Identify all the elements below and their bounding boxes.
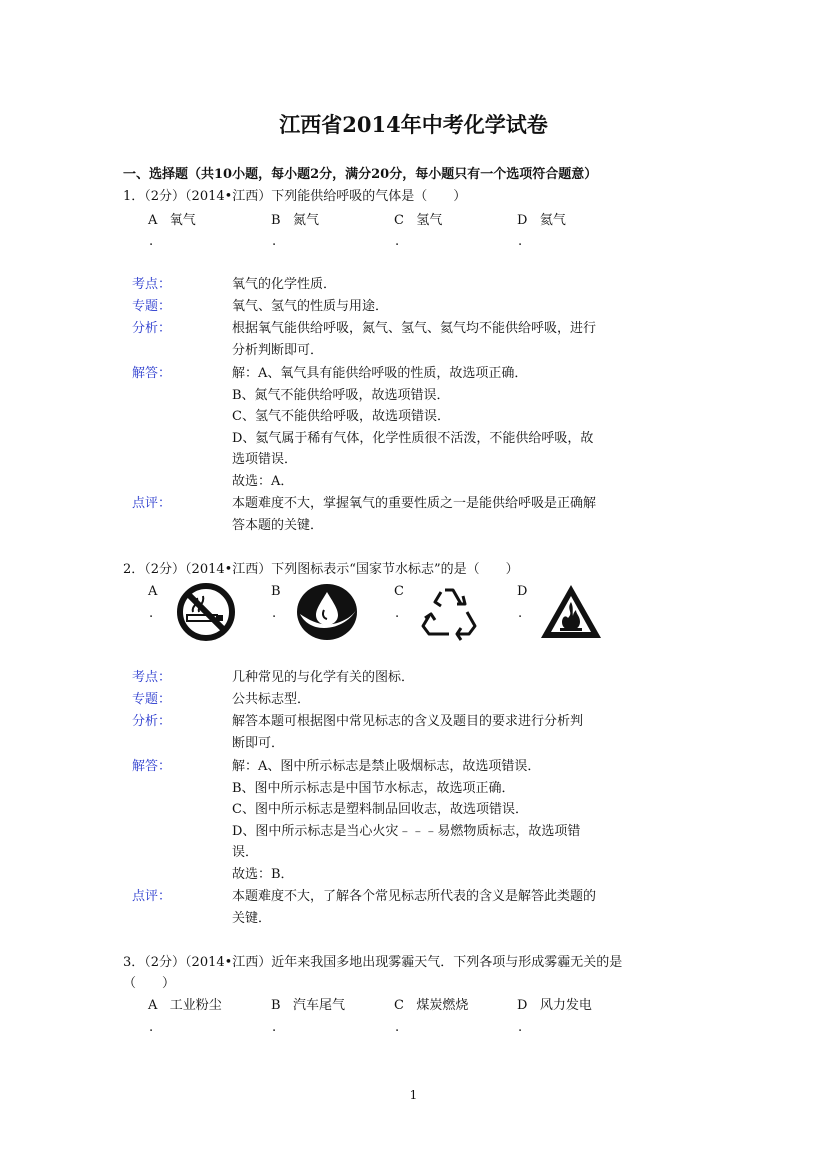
option-dot: . xyxy=(518,606,523,621)
option-text: 煤炭燃烧 xyxy=(416,998,469,1013)
zhuanti-text: 公共标志型． xyxy=(232,692,311,707)
option-letter: D xyxy=(517,213,528,228)
option-letter: C xyxy=(394,584,404,599)
q3-option-c xyxy=(394,998,468,1014)
option-text: 氮气 xyxy=(292,213,319,228)
jieda-line: D、图中所示标志是当心火灾﹣﹣﹣易燃物质标志，故选项错 xyxy=(232,824,581,839)
q1-option-b xyxy=(271,213,319,229)
option-letter: D xyxy=(517,998,528,1013)
zhuanti-label: 专题： xyxy=(132,299,172,314)
dianping-line: 答本题的关键． xyxy=(232,518,324,533)
question-2-stem: 2．（2分）（2014•江西）下列图标表示“国家节水标志”的是（ ） xyxy=(123,562,519,577)
fenxi-line: 分析判断即可． xyxy=(232,343,324,358)
option-letter: C xyxy=(394,998,404,1013)
option-letter: B xyxy=(271,213,281,228)
option-letter: A xyxy=(148,998,158,1013)
jieda-line: 故选：A． xyxy=(232,474,294,489)
jieda-line: B、氮气不能供给呼吸，故选项错误． xyxy=(232,388,450,403)
option-text: 氦气 xyxy=(539,213,566,228)
kaodian-label: 考点： xyxy=(132,670,172,685)
option-letter: A xyxy=(148,213,158,228)
dianping-line: 本题难度不大，掌握氧气的重要性质之一是能供给呼吸是正确解 xyxy=(232,496,597,511)
section-heading: 一、选择题（共10小题，每小题2分，满分20分，每小题只有一个选项符合题意） xyxy=(123,167,598,182)
q3-option-a xyxy=(148,998,222,1014)
dianping-label: 点评： xyxy=(132,496,172,511)
jieda-line: C、图中所示标志是塑料制品回收志，故选项错误． xyxy=(232,802,528,817)
option-dot: . xyxy=(149,234,154,249)
option-dot: . xyxy=(272,606,277,621)
option-dot: . xyxy=(395,234,400,249)
zhuanti-text: 氧气、氢气的性质与用途． xyxy=(232,299,389,314)
option-letter: A xyxy=(148,584,158,599)
jieda-label: 解答： xyxy=(132,759,172,774)
jieda-label: 解答： xyxy=(132,366,172,381)
fenxi-line: 解答本题可根据图中常见标志的含义及题目的要求进行分析判 xyxy=(232,714,584,729)
option-letter: B xyxy=(271,998,281,1013)
jieda-line: B、图中所示标志是中国节水标志，故选项正确． xyxy=(232,781,515,796)
dianping-line: 本题难度不大，了解各个常见标志所代表的含义是解答此类题的 xyxy=(232,889,597,904)
recycle-icon xyxy=(415,582,481,642)
q3-option-d xyxy=(517,998,592,1014)
option-text: 汽车尾气 xyxy=(292,998,345,1013)
jieda-line: 选项错误． xyxy=(232,452,298,467)
kaodian-label: 考点： xyxy=(132,277,172,292)
fenxi-line: 根据氧气能供给呼吸，氮气、氢气、氦气均不能供给呼吸，进行 xyxy=(232,321,597,336)
no-smoking-icon xyxy=(173,582,239,642)
q1-option-d xyxy=(517,213,566,229)
dianping-label: 点评： xyxy=(132,889,172,904)
zhuanti-label: 专题： xyxy=(132,692,172,707)
option-dot: . xyxy=(395,606,400,621)
jieda-line: 解：A、图中所示标志是禁止吸烟标志，故选项错误． xyxy=(232,759,541,774)
option-text: 氢气 xyxy=(416,213,443,228)
fenxi-line: 断即可． xyxy=(232,736,285,751)
option-dot: . xyxy=(518,234,523,249)
option-dot: . xyxy=(272,1020,277,1035)
option-dot: . xyxy=(149,1020,154,1035)
page-number: 1 xyxy=(409,1088,418,1102)
flammable-warning-icon xyxy=(538,582,604,642)
kaodian-text: 氧气的化学性质． xyxy=(232,277,337,292)
water-saving-icon xyxy=(294,582,360,642)
question-3-stem-cont: （ ） xyxy=(123,976,176,991)
option-letter: C xyxy=(394,213,404,228)
jieda-line: 误． xyxy=(232,845,259,860)
option-dot: . xyxy=(518,1020,523,1035)
fenxi-label: 分析： xyxy=(132,714,172,729)
page-title: 江西省2014年中考化学试卷 xyxy=(279,112,548,137)
jieda-line: 解：A、氧气具有能供给呼吸的性质，故选项正确． xyxy=(232,366,528,381)
q1-option-c xyxy=(394,213,442,229)
option-text: 氧气 xyxy=(169,213,196,228)
jieda-line: 故选：B． xyxy=(232,867,294,882)
option-dot: . xyxy=(395,1020,400,1035)
fenxi-label: 分析： xyxy=(132,321,172,336)
q3-option-b xyxy=(271,998,345,1014)
option-letter: D xyxy=(517,584,528,599)
dianping-line: 关键． xyxy=(232,911,272,926)
question-3-stem: 3．（2分）（2014•江西）近年来我国多地出现雾霾天气．下列各项与形成雾霾无关的是 xyxy=(123,955,623,970)
q1-option-a xyxy=(148,213,196,229)
option-text: 风力发电 xyxy=(539,998,592,1013)
option-text: 工业粉尘 xyxy=(169,998,222,1013)
question-1-stem: 1．（2分）（2014•江西）下列能供给呼吸的气体是（ ） xyxy=(123,189,467,204)
option-dot: . xyxy=(149,606,154,621)
jieda-line: C、氢气不能供给呼吸，故选项错误． xyxy=(232,409,450,424)
option-letter: B xyxy=(271,584,281,599)
kaodian-text: 几种常见的与化学有关的图标． xyxy=(232,670,415,685)
jieda-line: D、氦气属于稀有气体，化学性质很不活泼，不能供给呼吸，故 xyxy=(232,431,594,446)
option-dot: . xyxy=(272,234,277,249)
